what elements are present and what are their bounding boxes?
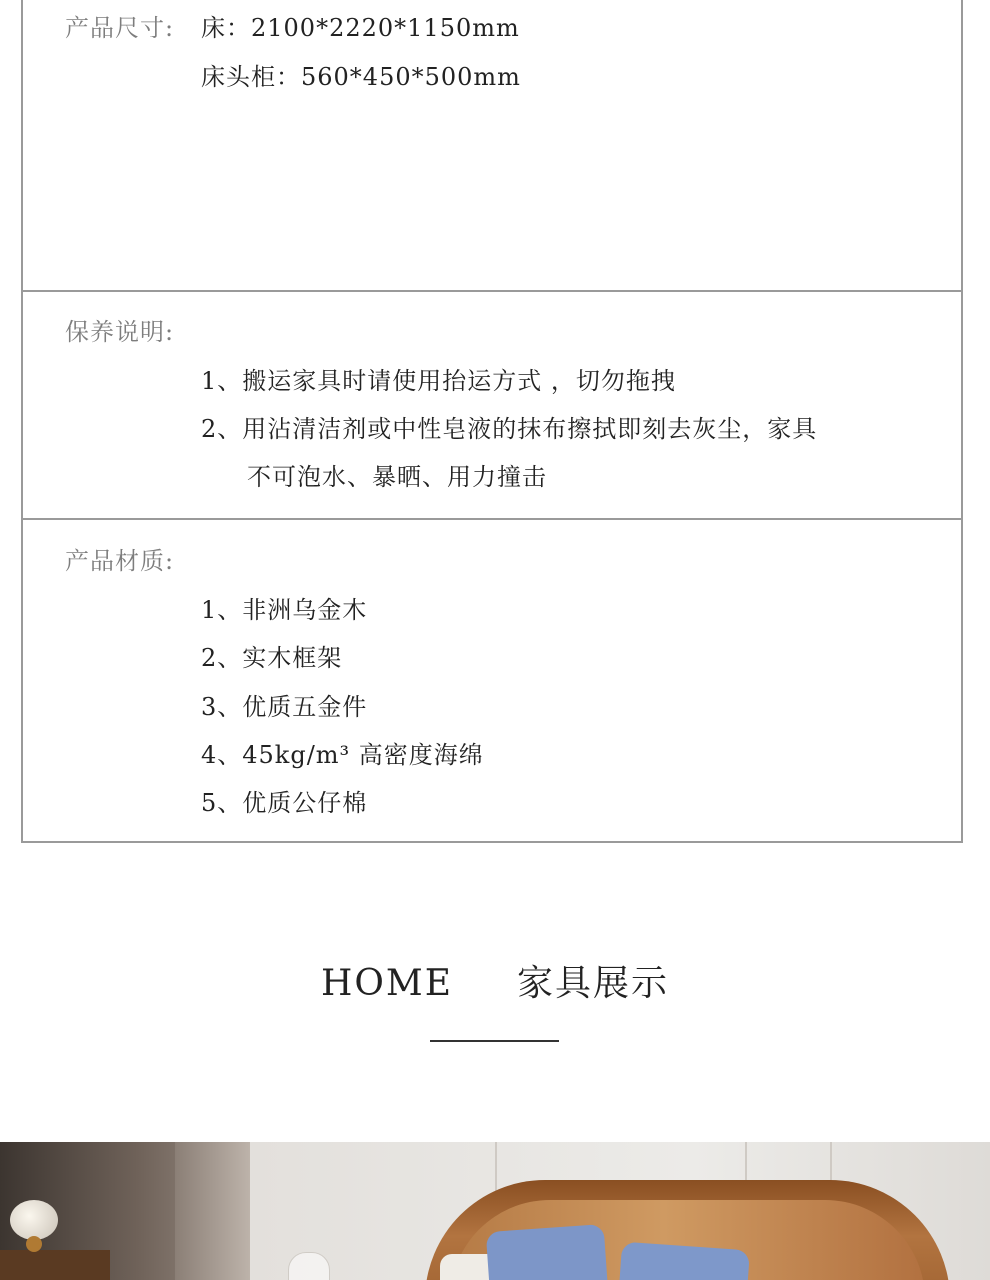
photo-glass-lamp	[288, 1252, 330, 1280]
size-nightstand: 床头柜：560*450*500mm	[201, 63, 521, 91]
row-divider	[23, 518, 961, 520]
care-item-2-cont: 不可泡水、暴晒、用力撞击	[247, 463, 547, 491]
photo-door	[175, 1142, 250, 1280]
material-item-5: 5、优质公仔棉	[201, 789, 368, 817]
care-item-2: 2、用沾清洁剂或中性皂液的抹布擦拭即刻去灰尘，家具	[201, 415, 818, 443]
section-title-en: HOME	[320, 963, 454, 1004]
photo-pillow-blue	[486, 1224, 609, 1280]
photo-lamp	[10, 1200, 58, 1240]
section-title-cn: 家具展示	[517, 963, 670, 1004]
section-title	[0, 955, 990, 1006]
material-item-3: 3、优质五金件	[201, 693, 368, 721]
material-item-4: 4、45kg/m³ 高密度海绵	[201, 741, 484, 769]
material-item-1: 1、非洲乌金木	[201, 596, 368, 624]
photo-nightstand	[0, 1250, 110, 1280]
title-underline	[430, 1040, 559, 1042]
care-label: 保养说明:	[65, 318, 175, 346]
size-bed: 床：2100*2220*1150mm	[201, 14, 520, 42]
row-divider	[23, 290, 961, 292]
spec-table	[21, 0, 963, 843]
furniture-photo	[0, 1142, 990, 1280]
care-item-1: 1、搬运家具时请使用抬运方式 ，切勿拖拽	[201, 367, 676, 395]
material-label: 产品材质:	[65, 547, 175, 575]
material-item-2: 2、实木框架	[201, 644, 343, 672]
photo-lamp-base	[26, 1236, 42, 1252]
size-label: 产品尺寸:	[65, 14, 175, 42]
